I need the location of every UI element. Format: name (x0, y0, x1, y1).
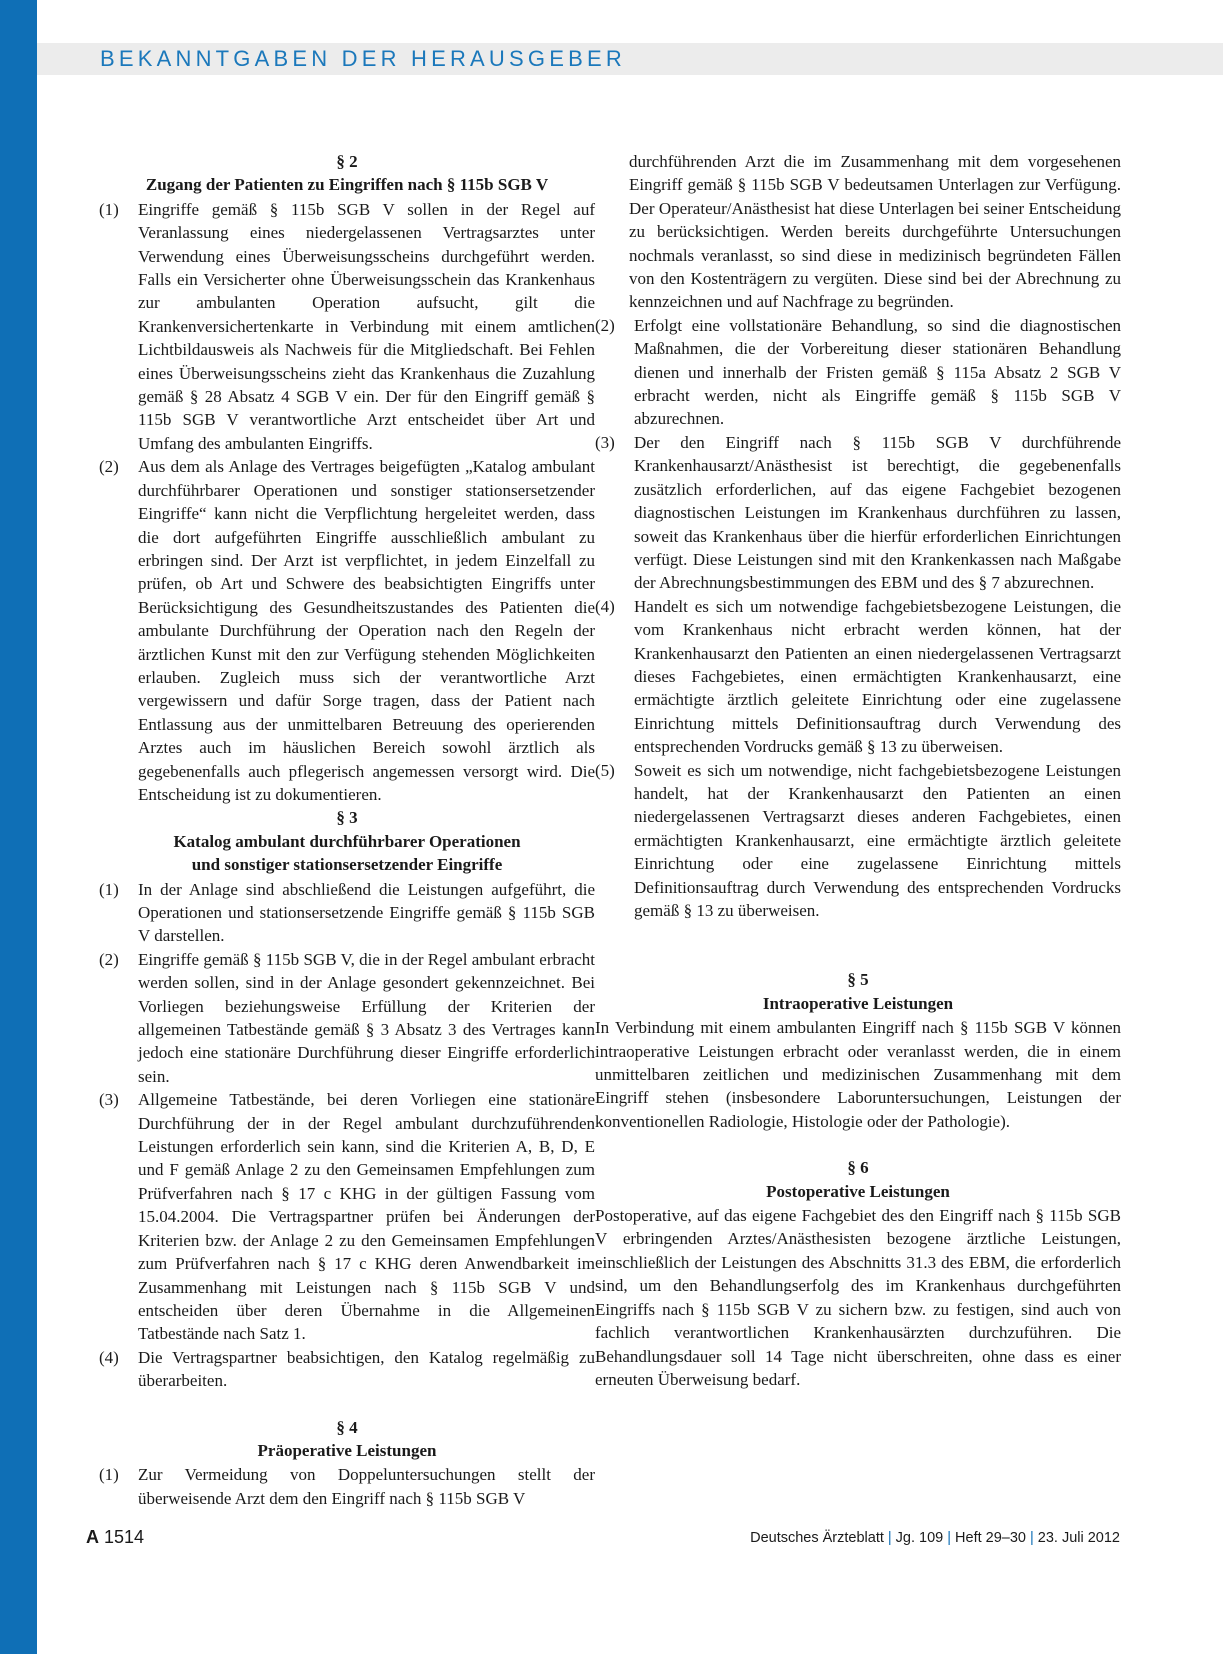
section-4-title: Präoperative Leistungen (257, 1440, 437, 1460)
list-item (99, 455, 595, 806)
section-2-title: Zugang der Patienten zu Eingriffen nach § 115b SGB V (145, 175, 549, 195)
item-number: (2) (99, 457, 119, 477)
item-number: (3) (595, 432, 615, 452)
section-6-number: § 6 (847, 1158, 869, 1178)
item-number: (5) (595, 760, 615, 780)
section-6-text: Postoperative, auf das eigene Fachgebiet des den Eingriff nach § 115b SGB V erbringenden Arztes/Anästhesisten bezogene ärztliche Leistungen, einschließlich der Leistungen des Abschnitts 31.3 des EBM, die erforderlich sind, um den Behandlungserfolg des im Krankenhaus durchgeführten Eingriffs nach § 115b SGB V zu sichern bzw. zu festigen, sind auch von fachlich verantwortlichen Krankenhausärzten durchzuführen. Die Behandlungsdauer soll 14 Tage nicht überschreiten, ohne dass es einer erneuten Überweisung bedarf. (595, 1206, 1121, 1389)
section-3-title-line2: und sonstiger stationsersetzender Eingriffe (191, 855, 503, 875)
section-3-title-line1: Katalog ambulant durchführbarer Operationen (173, 831, 521, 851)
list-item (99, 878, 595, 948)
list-item (595, 759, 1121, 923)
left-column (99, 150, 595, 1510)
item-text: Erfolgt eine vollstationäre Behandlung, so sind die diagnostischen Maßnahmen, die der Vorbereitung dieser stationären Behandlung dienen und innerhalb der Fristen gemäß § 115a Absatz 2 SGB V erbracht werden, nicht als Eingriffe gemäß § 115b SGB V abzurechnen. (634, 315, 1121, 429)
journal-name: Deutsches Ärzteblatt (750, 1530, 884, 1546)
item-text: Soweit es sich um notwendige, nicht fachgebietsbezogene Leistungen handelt, hat der Krankenhausarzt den Patienten an einen niedergelassenen Vertragsarzt dieses anderen Fachgebietes, einen ermächtigten Krankenhausarzt, eine ermächtigte ärztlich geleitete Einrichtung oder eine zugelassene Einrichtung mittels Definitionsauftrag durch Verwendung des entsprechenden Vordrucks gemäß § 13 zu überweisen. (634, 760, 1121, 920)
item-text: Der den Eingriff nach § 115b SGB V durchführende Krankenhausarzt/Anästhesist ist berechtigt, die gegebenenfalls zusätzlich erforderlichen, auf das eigene Fachgebiet bezogenen diagnostischen Leistungen im Krankenhaus durchführen zu lassen, soweit das Krankenhaus über die hierfür erforderlichen Einrichtungen verfügt. Diese Leistungen sind mit den Krankenkassen nach Maßgabe der Abrechnungsbestimmungen des EBM und des § 7 abzurechnen. (634, 432, 1121, 593)
item-number: (4) (595, 596, 615, 616)
item-text: Handelt es sich um notwendige fachgebietsbezogene Leistungen, die vom Krankenhaus nicht erbracht werden können, hat der Krankenhausarzt den Patienten an einen niedergelassenen Vertragsarzt dieses Fachgebietes, einen ermächtigten Krankenhausarzt, eine ermächtigte ärztlich geleitete Einrichtung oder eine zugelassene Einrichtung mittels Definitionsauftrag durch Verwendung des entsprechenden Vordrucks gemäß § 13 zu überweisen. (634, 596, 1121, 757)
section-2-number: § 2 (336, 152, 358, 171)
section-5-text: In Verbindung mit einem ambulanten Eingriff nach § 115b SGB V können intraoperative Leistungen erbracht oder veranlasst werden, die in einem unmittelbaren zeitlichen und medizinischen Zusammenhang mit dem Eingriff stehen (insbesondere Laboruntersuchungen, Leistungen der konventionellen Radiologie, Histologie oder der Pathologie). (595, 1018, 1121, 1131)
publication-info: Deutsches Ärzteblatt | Jg. 109 | Heft 29–30 | 23. Juli 2012 (750, 1530, 1120, 1546)
item-number: (1) (99, 1465, 119, 1485)
section-5-number: § 5 (847, 970, 869, 990)
page-number-value: 1514 (104, 1527, 145, 1547)
list-item (99, 948, 595, 1088)
item-text: Aus dem als Anlage des Vertrages beigefügten „Katalog ambulant durchführbarer Operationen und sonstiger stationsersetzender Eingriffe“ kann nicht die Verpflichtung hergeleitet werden, dass die dort aufgeführten Eingriffe ausschließlich ambulant zu erbringen sind. Der Arzt ist verpflichtet, in jedem Einzelfall zu prüfen, ob Art und Schwere des beabsichtigten Eingriffs unter Berücksichtigung des Gesundheitszustandes des Patienten die ambulante Durchführung der Operation nach den Regeln der ärztlichen Kunst mit den zur Verfügung stehenden Möglichkeiten erlauben. Zugleich muss sich der verantwortliche Arzt vergewissern und dafür Sorge tragen, dass der Patient nach Entlassung aus der unmittelbaren Betreuung des operierenden Arztes auch im häuslichen Bereich sowohl ärztlich als gegebenenfalls auch pflegerisch angemessen versorgt wird. Die Entscheidung ist zu dokumentieren. (138, 457, 595, 804)
list-item (99, 198, 595, 455)
list-item (595, 314, 1121, 431)
volume: Jg. 109 (895, 1530, 944, 1546)
section-header: BEKANNTGABEN DER HERAUSGEBER (100, 46, 626, 71)
section-3-number: § 3 (336, 808, 358, 828)
blue-side-bar (0, 0, 37, 1654)
item-number: (1) (99, 199, 119, 219)
item-text: Zur Vermeidung von Doppeluntersuchungen stellt der überweisende Arzt dem den Eingriff nach § 115b SGB V (138, 1465, 595, 1508)
page-number (86, 1527, 144, 1548)
issue-date: 23. Juli 2012 (1037, 1530, 1120, 1546)
item-number: (3) (99, 1090, 119, 1110)
list-item (99, 1463, 595, 1510)
item-number: (2) (99, 949, 119, 969)
list-item (99, 1346, 595, 1393)
item-text: In der Anlage sind abschließend die Leistungen aufgeführt, die Operationen und stationsersetzende Eingriffe gemäß § 115b SGB V darstellen. (138, 879, 595, 946)
list-item (595, 431, 1121, 595)
item-number: (2) (595, 315, 615, 335)
list-item (99, 1088, 595, 1345)
list-item (595, 595, 1121, 759)
item-text: Allgemeine Tatbestände, bei deren Vorliegen eine stationäre Durchführung der in der Regel ambulant durchzuführenden Leistungen erforderlich sein kann, sind die Kriterien A, B, D, E und F gemäß Anlage 2 zu den Gemeinsamen Empfehlungen zum Prüfverfahren nach § 17 c KHG in der gültigen Fassung vom 15.04.2004. Die Vertragspartner prüfen bei Änderungen der Kriterien bzw. der Anlage 2 zu den Gemeinsamen Empfehlungen zum Prüfverfahren nach § 17 c KHG deren Anwendbarkeit im Zusammenhang mit Leistungen nach § 115b SGB V und entscheiden über deren Übernahme in die Allgemeinen Tatbestände nach Satz 1. (138, 1090, 595, 1344)
right-column (595, 150, 1121, 1391)
section-4-number: § 4 (336, 1417, 358, 1437)
item-text: Eingriffe gemäß § 115b SGB V, die in der Regel ambulant erbracht werden sollen, sind in der Anlage gesondert gekennzeichnet. Bei Vorliegen beziehungsweise Erfüllung der Kriterien der allgemeinen Tatbestände gemäß § 3 Absatz 3 des Vertrages kann jedoch eine stationäre Durchführung dieser Eingriffe erforderlich sein. (138, 949, 595, 1086)
item-number: (1) (99, 879, 119, 899)
item-text: Die Vertragspartner beabsichtigen, den Katalog regelmäßig zu überarbeiten. (138, 1347, 595, 1391)
section-4-continuation: durchführenden Arzt die im Zusammenhang mit dem vorgesehenen Eingriff gemäß § 115b SGB V bedeutsamen Unterlagen zur Verfügung. Der Operateur/Anästhesist hat diese Unterlagen bei seiner Entscheidung zu berücksichtigen. Werden bereits durchgeführte Untersuchungen nochmals veranlasst, so sind diese in medizinisch begründeten Fällen von den Kostenträgern zu vergüten. Diese sind bei der Abrechnung zu kennzeichnen und auf Nachfrage zu begründen. (629, 152, 1121, 312)
section-5-title: Intraoperative Leistungen (762, 993, 954, 1013)
page-prefix: A (86, 1527, 99, 1547)
section-6-title: Postoperative Leistungen (766, 1181, 950, 1201)
issue: Heft 29–30 (955, 1530, 1026, 1546)
item-number: (4) (99, 1347, 119, 1367)
item-text: Eingriffe gemäß § 115b SGB V sollen in der Regel auf Veranlassung eines niedergelassenen Vertragsarztes unter Verwendung eines Überweisungsscheins durchgeführt werden. Falls ein Versicherter ohne Überweisungsschein das Krankenhaus zur ambulanten Operation aufsucht, gilt die Krankenversichertenkarte in Verbindung mit einem amtlichen Lichtbildausweis als Nachweis für die Mitgliedschaft. Bei Fehlen eines Überweisungsscheins zieht das Krankenhaus die Zuzahlung gemäß § 28 Absatz 4 SGB V ein. Der für den Eingriff gemäß § 115b SGB V verantwortliche Arzt entscheidet über Art und Umfang des ambulanten Eingriffs. (138, 199, 595, 453)
